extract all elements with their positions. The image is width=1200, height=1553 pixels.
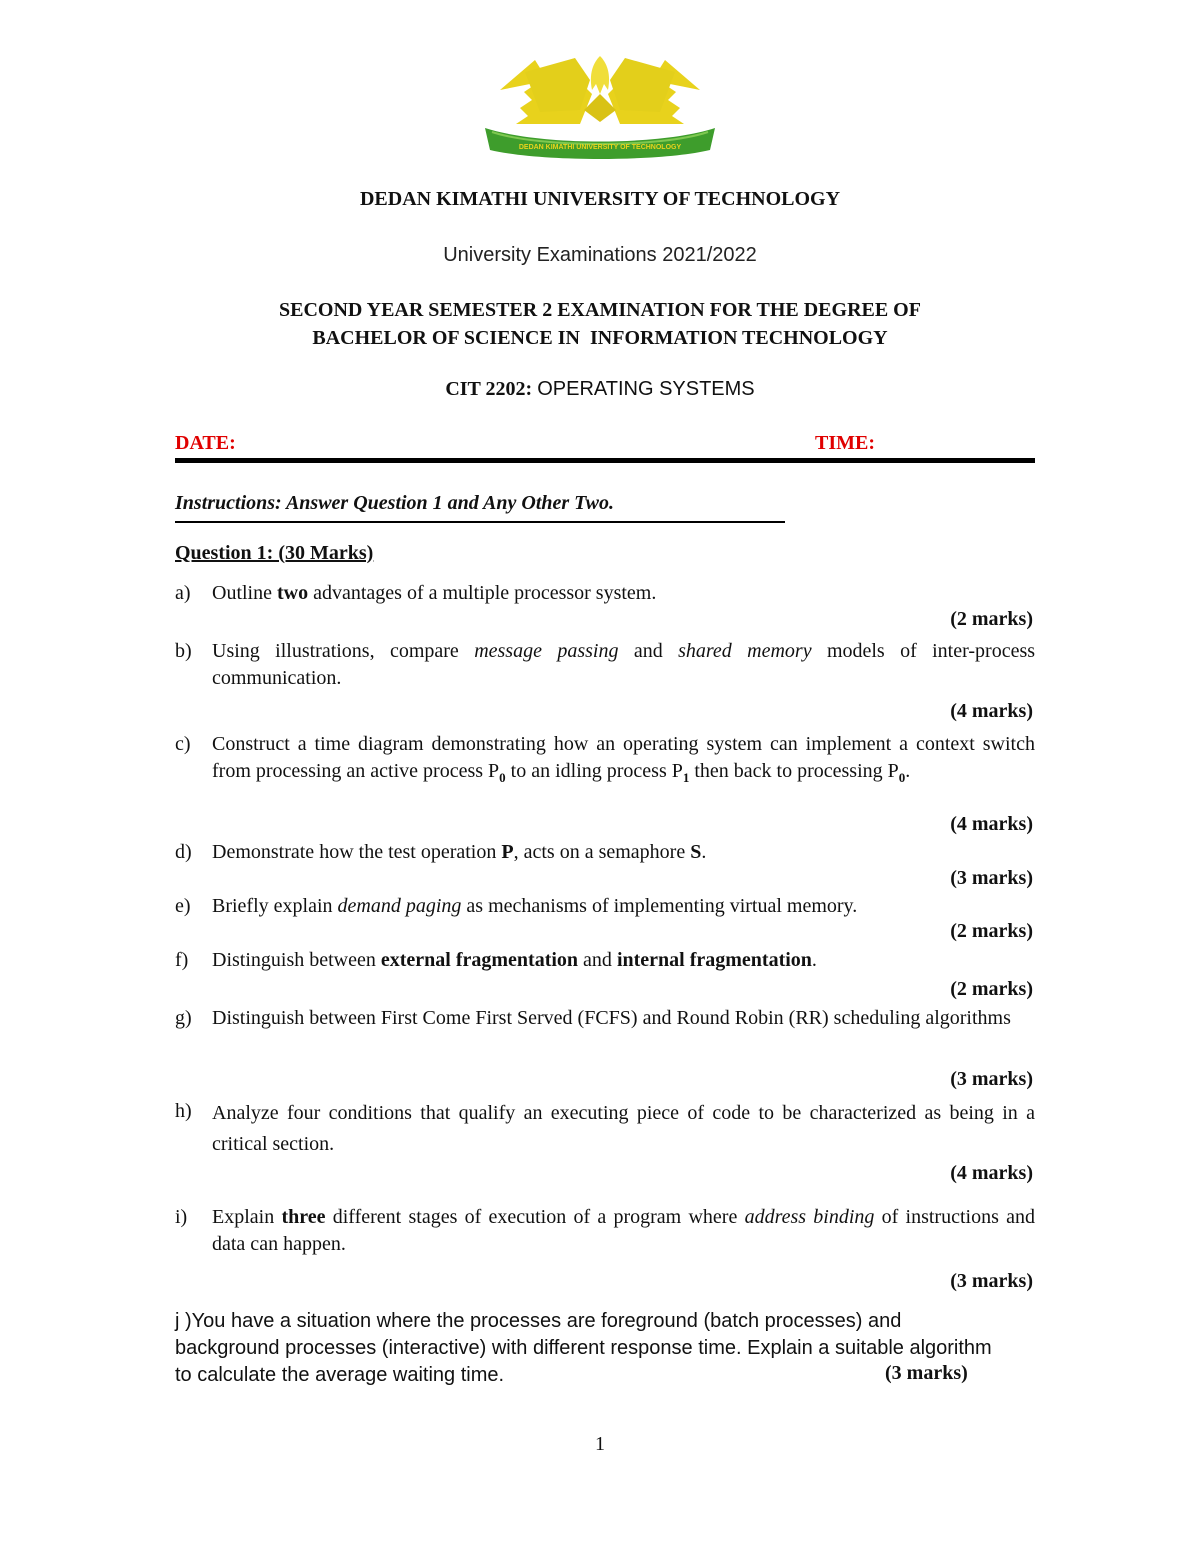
item-text: Outline two advantages of a multiple processor system.	[212, 582, 657, 604]
item-text: Analyze four conditions that qualify an executing piece of code to be characterized as being in a critical section.	[212, 1102, 1035, 1155]
question-1-title: Question 1: (30 Marks)	[175, 542, 374, 564]
time-label: TIME:	[815, 432, 875, 454]
item-text: Distinguish between external fragmentation and internal fragmentation.	[212, 949, 817, 971]
degree-line-1: SECOND YEAR SEMESTER 2 EXAMINATION FOR THE DEGREE OF	[279, 299, 921, 321]
item-text: Explain three different stages of execution of a program where address binding of instructions and data can happen.	[212, 1206, 1035, 1255]
item-text: Construct a time diagram demonstrating how an operating system can implement a context switch from processing an active process $P_0$ to an idling process $P_1$ then back to processing $P_0$.	[212, 733, 1035, 785]
marks-c: (4 marks)	[950, 813, 1033, 835]
instructions: Instructions: Answer Question 1 and Any Other Two.	[175, 492, 614, 514]
question-item-b	[175, 638, 1035, 692]
item-label: g)	[175, 1007, 192, 1029]
question-item-i	[175, 1204, 1035, 1258]
marks-f: (2 marks)	[950, 978, 1033, 1000]
marks-e: (2 marks)	[950, 920, 1033, 942]
degree-title	[0, 296, 1200, 352]
degree-line-2: BACHELOR OF SCIENCE IN INFORMATION TECHNOLOGY	[312, 327, 888, 349]
university-name: DEDAN KIMATHI UNIVERSITY OF TECHNOLOGY	[359, 188, 841, 210]
item-label: h)	[175, 1100, 192, 1122]
marks-b: (4 marks)	[950, 700, 1033, 722]
question-item-h	[175, 1098, 1035, 1160]
item-label: b)	[175, 640, 192, 662]
question-item-g	[175, 1005, 1035, 1032]
marks-d: (3 marks)	[950, 867, 1033, 889]
marks-a: (2 marks)	[950, 608, 1033, 630]
instructions-underline	[175, 521, 785, 523]
item-label: a)	[175, 582, 191, 604]
marks-g: (3 marks)	[950, 1068, 1033, 1090]
marks-h: (4 marks)	[950, 1162, 1033, 1184]
item-label: d)	[175, 841, 192, 863]
course-name: OPERATING SYSTEMS	[537, 378, 755, 400]
question-item-j: j )You have a situation where the processes are foreground (batch processes) and background processes (interactive) with different response time. Explain a suitable algorithm to calculate the average waiting time.	[175, 1310, 992, 1386]
course-code: CIT 2202:	[445, 378, 533, 400]
date-label: DATE:	[175, 432, 236, 454]
item-label: i)	[175, 1206, 188, 1228]
item-label: e)	[175, 895, 191, 917]
question-item-c	[175, 731, 1035, 791]
item-text: Using illustrations, compare message passing and shared memory models of inter-process communication.	[212, 640, 1036, 689]
item-label: c)	[175, 733, 191, 755]
item-text: Briefly explain demand paging as mechanisms of implementing virtual memory.	[212, 895, 858, 917]
marks-j: (3 marks)	[885, 1362, 968, 1384]
question-item-f	[175, 947, 1035, 974]
logo-text: DEDAN KIMATHI UNIVERSITY OF TECHNOLOGY	[518, 144, 682, 151]
item-text: Demonstrate how the test operation P, acts on a semaphore S.	[212, 841, 707, 863]
item-label: f)	[175, 949, 189, 971]
question-item-e	[175, 893, 1035, 920]
exam-year: University Examinations 2021/2022	[443, 244, 757, 266]
question-item-a	[175, 580, 1035, 607]
question-item-d	[175, 839, 1035, 866]
page-number: 1	[595, 1433, 605, 1455]
course-title	[0, 378, 1200, 401]
marks-i: (3 marks)	[950, 1270, 1033, 1292]
university-logo	[480, 50, 720, 165]
item-text: Distinguish between First Come First Served (FCFS) and Round Robin (RR) scheduling algorithms	[212, 1007, 1011, 1029]
header-divider	[175, 458, 1035, 463]
